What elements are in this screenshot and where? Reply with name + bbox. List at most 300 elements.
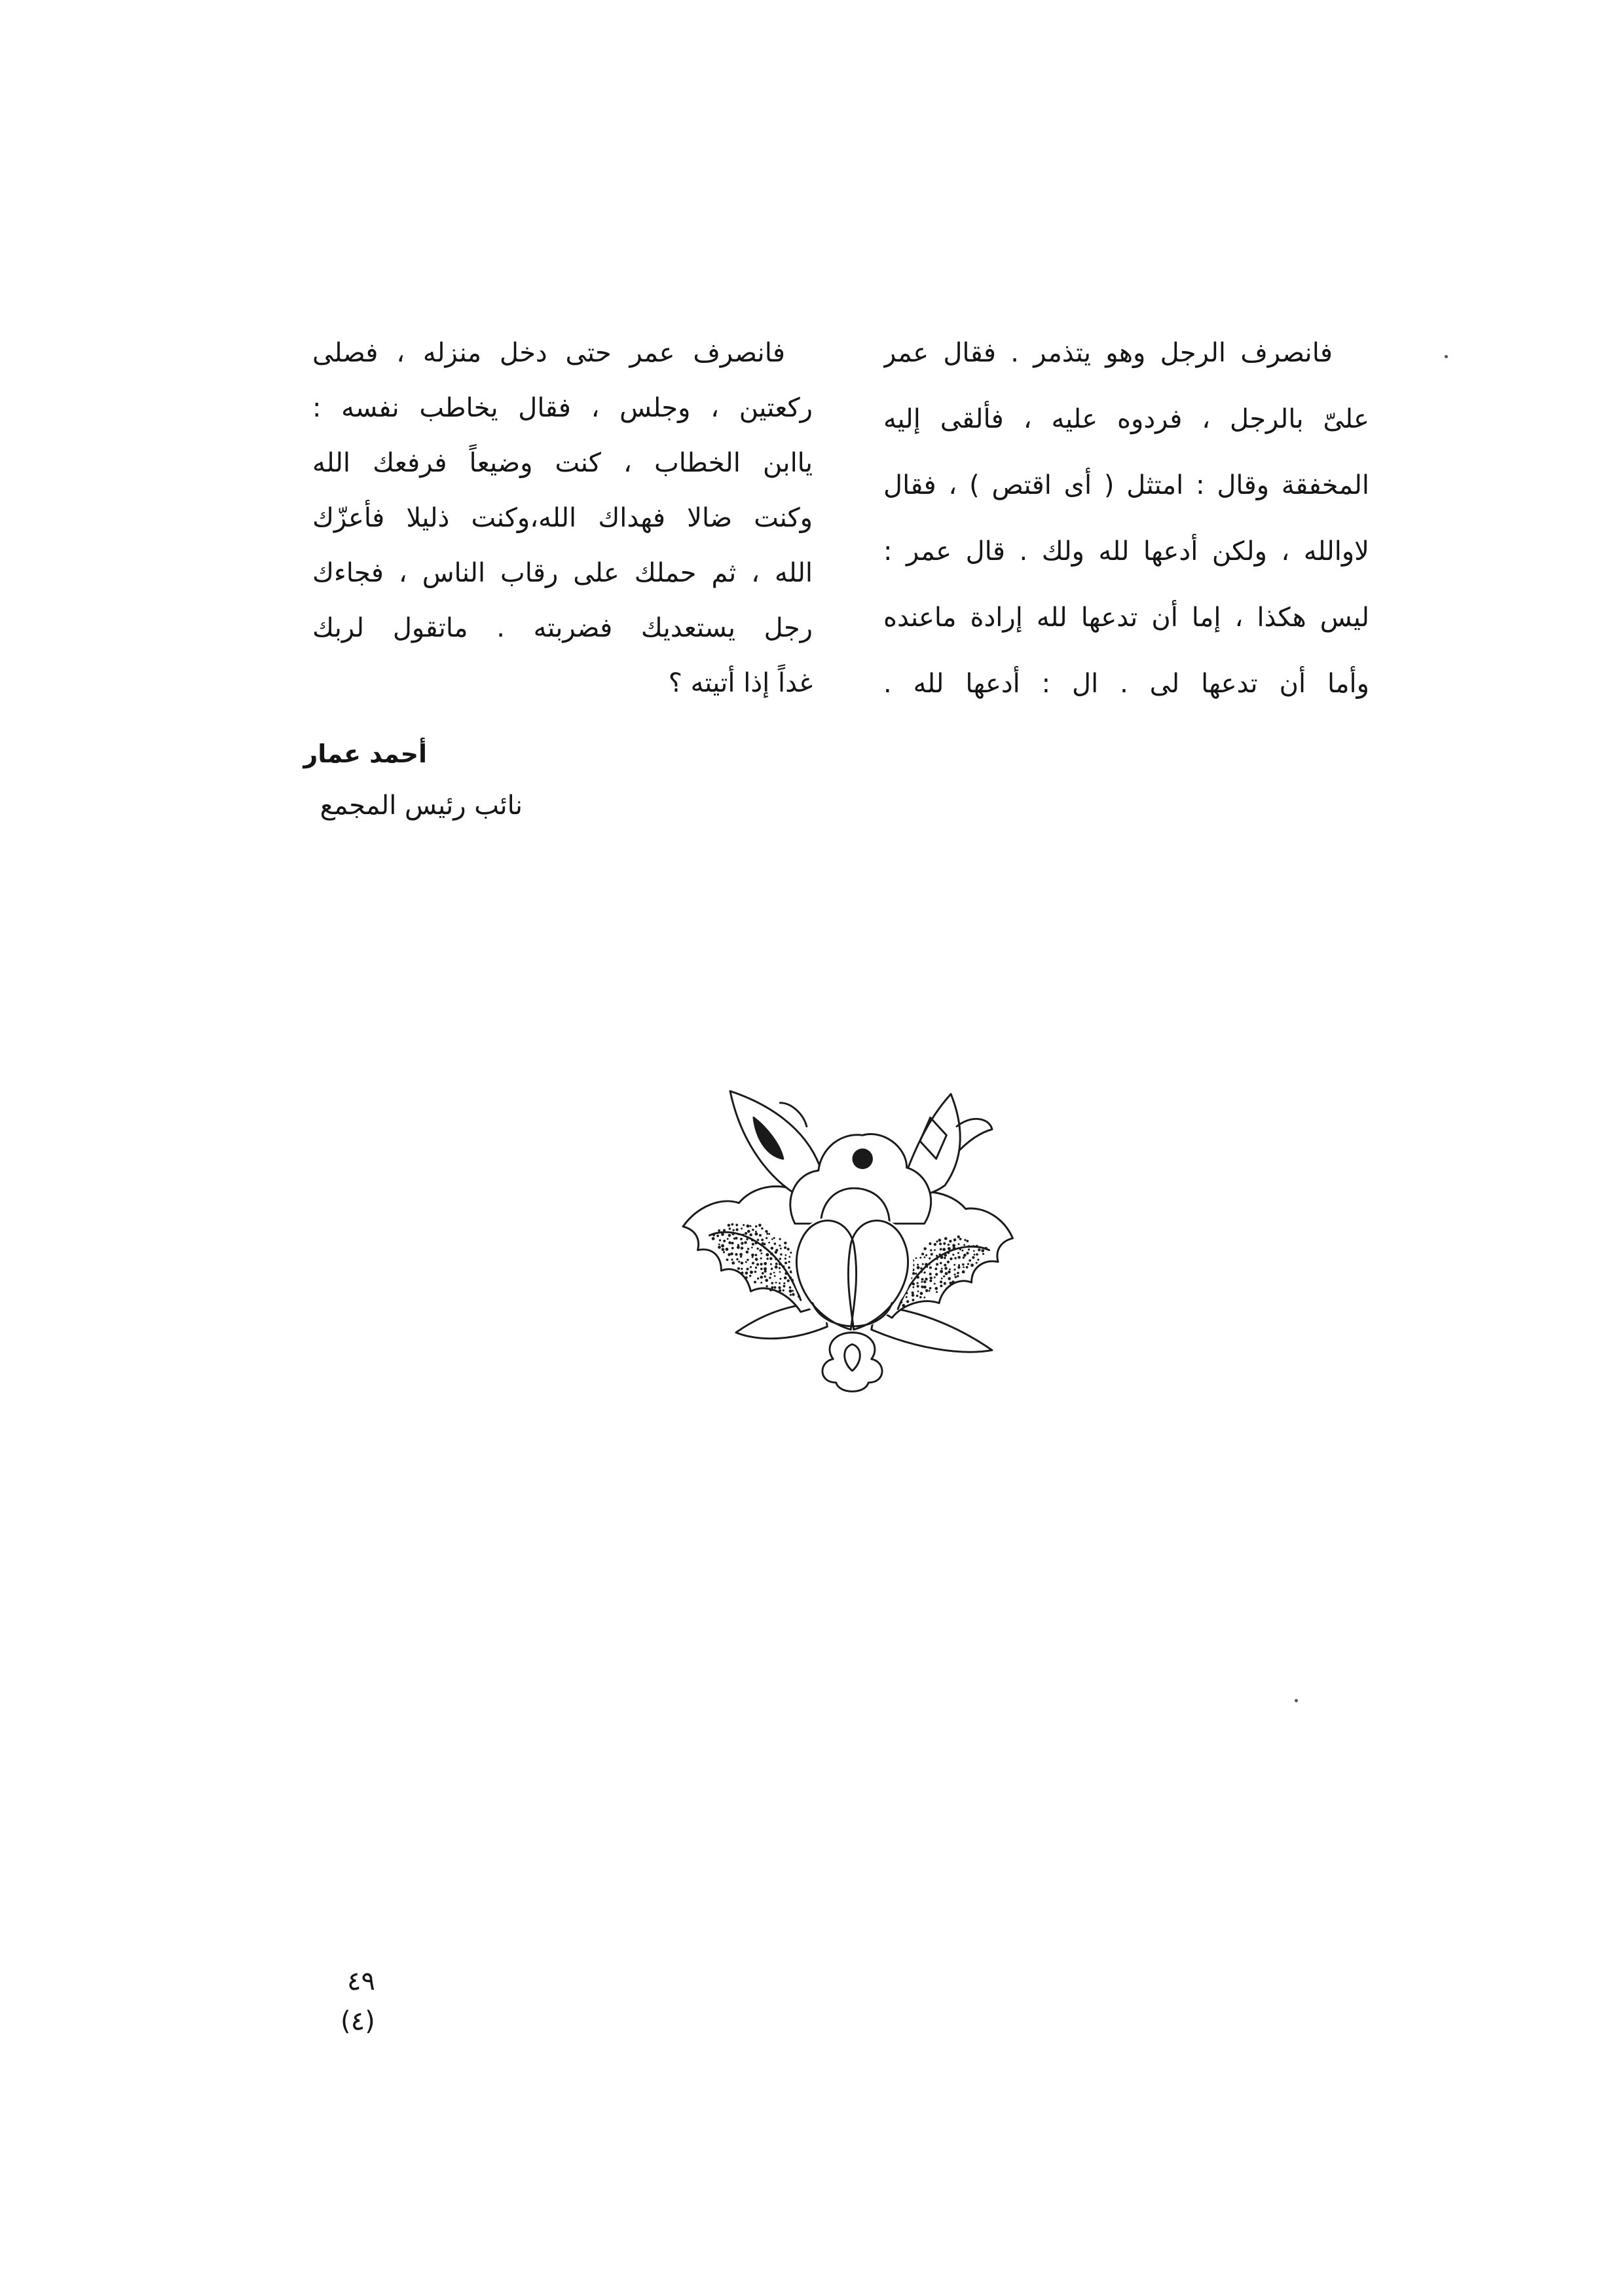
stipple-dot [944,1267,948,1270]
stipple-dot [784,1246,786,1249]
stipple-dot [929,1242,931,1245]
stipple-dot [929,1258,931,1259]
stipple-dot [948,1277,951,1280]
stipple-dot [784,1261,787,1264]
stipple-dot [761,1227,764,1230]
stipple-dot [936,1291,938,1293]
stipple-dot [747,1230,750,1233]
stipple-dot [916,1295,919,1297]
stipple-dot [739,1253,743,1256]
stipple-dot [923,1296,925,1298]
stipple-dot [764,1262,767,1265]
stipple-dot [741,1227,743,1229]
stipple-dot [780,1248,782,1250]
stipple-dot [728,1234,731,1237]
stipple-dot [917,1285,919,1288]
stipple-dot [735,1253,737,1256]
stipple-dot [963,1256,965,1258]
stipple-dot [957,1252,959,1254]
stipple-dot [758,1223,762,1227]
stipple-dot [755,1267,757,1269]
stipple-dot [968,1245,970,1247]
text-line: رجل يستعديك فضربته . ماتقول لربك [312,613,813,643]
stipple-dot [729,1227,731,1230]
stipple-dot [967,1263,969,1265]
stipple-dot [950,1258,952,1260]
stipple-dot [755,1233,758,1236]
stipple-dot [925,1254,927,1256]
stipple-dot [771,1239,773,1241]
author-title: نائب رئيس المجمع [320,791,523,821]
stipple-dot [763,1243,766,1246]
stipple-dot [752,1256,754,1258]
stipple-dot [789,1290,792,1293]
stipple-dot [771,1282,773,1284]
stipple-dot [726,1258,729,1261]
stipple-dot [722,1248,725,1251]
stipple-dot [750,1266,752,1268]
stipple-dot [769,1289,772,1292]
stipple-dot [923,1271,925,1273]
stipple-dot [906,1300,909,1303]
stipple-dot [929,1290,931,1292]
stipple-dot [769,1277,771,1278]
stipple-dot [766,1233,768,1235]
stipple-dot [754,1271,757,1273]
stipple-dot [738,1261,740,1263]
stipple-dot [721,1233,724,1236]
stipple-dot [751,1254,754,1257]
stipple-dot [787,1279,790,1282]
stipple-dot [759,1234,762,1237]
stipple-dot [919,1257,921,1259]
stipple-dot [749,1233,752,1236]
stipple-dot [959,1248,961,1250]
stipple-dot [721,1244,724,1248]
stipple-dot [957,1235,960,1238]
stipple-dot [944,1254,947,1256]
stipple-dot [906,1296,908,1298]
text-line: الله ، ثم حملك على رقاب الناس ، فجاءك [312,558,813,588]
stipple-dot [749,1275,751,1277]
stipple-dot [752,1262,754,1265]
stipple-dot [760,1263,763,1265]
stipple-dot [912,1282,915,1285]
stipple-dot [780,1253,783,1256]
stipple-dot [976,1262,978,1264]
stipple-dot [740,1256,742,1258]
stipple-dot [917,1282,919,1284]
stipple-dot [976,1245,978,1247]
stipple-dot [765,1230,767,1233]
stipple-dot [963,1244,965,1246]
stipple-dot [747,1225,750,1228]
stipple-dot [746,1267,748,1270]
stipple-dot [741,1242,743,1244]
stipple-dot [785,1254,787,1256]
stipple-dot [929,1287,932,1290]
stipple-dot [920,1292,923,1295]
stipple-dot [779,1263,781,1265]
stipple-dot [929,1273,932,1275]
stipple-dot [919,1296,922,1299]
stipple-dot [747,1259,748,1261]
stipple-dot [746,1238,748,1240]
stipple-dot [940,1280,942,1283]
stipple-dot [934,1249,936,1251]
stipple-dot [968,1248,970,1250]
stipple-dot [775,1282,777,1284]
author-name: أحمد عمار [303,739,427,768]
ornament-bottom-trefoil [822,1332,882,1391]
stipple-dot [741,1271,743,1274]
stipple-dot [959,1238,962,1241]
stipple-dot [962,1263,965,1266]
stipple-dot [923,1280,926,1283]
stipple-dot [917,1264,919,1266]
stipple-dot [762,1272,764,1275]
stipple-dot [723,1229,726,1232]
stipple-dot [925,1289,928,1292]
stipple-dot [963,1266,965,1268]
page-number: ٤٩ [347,1966,375,1996]
stipple-dot [946,1288,948,1290]
stipple-dot [784,1272,788,1275]
stipple-dot [731,1223,733,1225]
stipple-dot [783,1289,784,1291]
stipple-dot [925,1278,927,1280]
stipple-dot [934,1282,936,1284]
stipple-dot [938,1254,941,1256]
left-column [312,326,813,711]
stipple-dot [900,1301,902,1303]
stipple-dot [923,1286,927,1289]
stipple-dot [981,1249,984,1252]
stipple-dot [768,1233,770,1235]
stipple-dot [741,1268,743,1270]
stipple-dot [745,1277,748,1279]
sheet-mark: (٤) [341,2006,375,2036]
stipple-dot [934,1277,936,1278]
stipple-dot [774,1275,776,1277]
stipple-dot [755,1231,757,1233]
stipple-dot [789,1286,792,1289]
stipple-dot [964,1239,966,1241]
stipple-dot [774,1286,777,1289]
stipple-dot [972,1245,974,1247]
stipple-dot [754,1281,756,1284]
stipple-dot [788,1267,790,1269]
stipple-dot [931,1253,933,1256]
stipple-dot [912,1286,914,1288]
stipple-dot [912,1299,914,1301]
stipple-dot [747,1248,749,1250]
stipple-dot [787,1248,790,1250]
stipple-dot [947,1252,950,1254]
stipple-dot [921,1278,924,1280]
stipple-dot [751,1239,754,1242]
stipple-dot [750,1271,753,1274]
stipple-dot [978,1248,980,1251]
stipple-dot [779,1271,781,1273]
stipple-dot [940,1262,942,1265]
stipple-dot [783,1285,785,1288]
stipple-dot [790,1294,792,1296]
stipple-dot [943,1242,946,1245]
stipple-dot [949,1282,951,1284]
stipple-dot [966,1252,969,1254]
stipple-dot [921,1286,923,1288]
stipple-dot [718,1244,720,1246]
stipple-dot [940,1256,944,1259]
stipple-dot [944,1237,948,1241]
stipple-dot [792,1293,794,1296]
stipple-dot [723,1240,726,1242]
stipple-dot [957,1275,959,1277]
scan-speck [1295,1699,1298,1702]
stipple-dot [745,1261,747,1263]
stipple-dot [775,1258,777,1260]
stipple-dot [745,1271,748,1275]
stipple-dot [760,1268,763,1271]
stipple-dot [757,1277,759,1279]
text-line: ركعتين ، وجلس ، فقال يخاطب نفسه : [312,393,813,423]
stipple-dot [731,1242,733,1244]
stipple-dot [737,1246,740,1249]
stipple-dot [915,1257,917,1259]
stipple-dot [944,1257,946,1259]
stipple-dot [752,1229,754,1231]
stipple-dot [947,1261,950,1263]
stipple-dot [922,1263,924,1265]
stipple-dot [916,1276,919,1279]
stipple-dot [982,1253,984,1255]
stipple-dot [984,1247,987,1250]
stipple-dot [923,1247,926,1250]
stipple-dot [719,1239,721,1241]
stipple-dot [940,1284,942,1287]
stipple-dot [730,1252,733,1256]
stipple-dot [951,1280,955,1284]
stipple-dot [963,1254,967,1257]
stipple-dot [769,1257,773,1260]
stipple-dot [917,1266,920,1269]
stipple-dot [737,1267,740,1270]
stipple-dot [953,1246,956,1250]
stipple-dot [766,1237,767,1239]
floral-ornament-icon [677,1082,1016,1399]
stipple-dot [792,1290,794,1292]
stipple-dot [768,1242,770,1244]
stipple-dot [764,1246,766,1248]
stipple-dot [779,1244,781,1246]
stipple-dot [958,1243,960,1245]
stipple-dot [761,1239,764,1241]
stipple-dot [755,1254,758,1256]
stipple-dot [754,1242,757,1244]
stipple-dot [934,1267,937,1270]
text-line: وأما أن تدعها لى . ال : أدعها لله . [883,669,1369,699]
right-column [883,320,1369,717]
stipple-dot [949,1240,951,1242]
stipple-dot [912,1292,914,1294]
stipple-dot [740,1238,743,1241]
stipple-dot [949,1269,951,1271]
stipple-dot [936,1241,938,1242]
stipple-dot [779,1289,781,1292]
stipple-dot [728,1224,730,1227]
stipple-dot [728,1241,731,1244]
text-line: علىّ بالرجل ، فردوه عليه ، فألقى إليه [883,404,1369,434]
stipple-dot [915,1273,917,1275]
stipple-dot [755,1225,757,1227]
stipple-dot [798,1296,800,1298]
stipple-dot [736,1258,738,1260]
stipple-dot [972,1256,974,1259]
stipple-dot [718,1229,720,1232]
stipple-dot [773,1237,775,1239]
stipple-dot [788,1261,790,1263]
stipple-dot [912,1294,914,1296]
stipple-dot [755,1258,758,1261]
stipple-dot [957,1266,960,1269]
stipple-dot [779,1258,781,1259]
stipple-dot [735,1223,738,1226]
stipple-dot [764,1270,767,1273]
stipple-dot [760,1252,762,1254]
stipple-dot [749,1225,751,1227]
stipple-dot [929,1280,932,1282]
stipple-dot [920,1271,922,1273]
stipple-dot [718,1246,721,1249]
stipple-dot [741,1261,743,1264]
stipple-dot [760,1282,762,1284]
stipple-dot [764,1275,766,1278]
stipple-dot [961,1250,963,1252]
stipple-dot [728,1253,731,1256]
stipple-dot [936,1255,938,1257]
stipple-dot [745,1232,747,1235]
text-line: المخفقة وقال : امتثل ( أى اقتص ) ، فقال [883,470,1369,500]
stipple-dot [925,1263,928,1266]
stipple-dot [921,1253,924,1256]
stipple-dot [775,1251,777,1254]
stipple-dot [778,1286,781,1289]
stipple-dot [921,1281,923,1283]
stipple-dot [969,1259,971,1262]
stipple-dot [757,1248,759,1250]
stipple-dot [788,1256,790,1258]
stipple-dot [954,1269,956,1271]
stipple-dot [973,1250,975,1252]
stipple-dot [735,1237,737,1239]
stipple-dot [732,1229,734,1231]
stipple-dot [770,1263,772,1265]
stipple-dot [726,1248,729,1251]
stipple-dot [936,1258,938,1260]
stipple-dot [940,1270,943,1273]
stipple-dot [957,1272,959,1275]
stipple-dot [731,1259,733,1261]
stipple-dot [930,1249,932,1251]
stipple-dot [735,1228,738,1231]
stipple-dot [779,1267,781,1269]
text-line: لاوالله ، ولكن أدعها لله ولك . قال عمر : [883,536,1369,567]
text-line: فانصرف الرجل وهو يتذمر . فقال عمر [883,338,1333,368]
stipple-dot [935,1273,938,1276]
stipple-dot [974,1254,976,1256]
stipple-dot [751,1246,753,1248]
stipple-dot [944,1282,946,1284]
stipple-dot [756,1263,759,1266]
text-line: ياابن الخطاب ، كنت وضيعاً فرفعك الله [312,448,813,478]
text-line: غداً إذا أتيته ؟ [668,668,813,698]
stipple-dot [731,1261,735,1265]
stipple-dot [752,1243,754,1246]
stipple-dot [779,1282,781,1284]
stipple-dot [936,1263,938,1265]
stipple-dot [976,1253,978,1256]
stipple-dot [953,1239,956,1241]
stipple-dot [757,1239,760,1241]
stipple-dot [773,1272,775,1274]
stipple-dot [746,1250,748,1253]
stipple-dot [743,1224,745,1226]
stipple-dot [784,1258,786,1259]
stipple-dot [952,1244,955,1247]
stipple-dot [779,1278,781,1280]
stipple-dot [723,1251,725,1253]
stipple-dot [939,1242,942,1245]
stipple-dot [774,1242,777,1245]
stipple-dot [765,1279,768,1282]
stipple-dot [775,1265,778,1269]
stipple-dot [954,1273,956,1275]
text-line: فانصرف عمر حتى دخل منزله ، فصلى [312,338,785,368]
stipple-dot [766,1285,767,1287]
stipple-dot [731,1233,734,1235]
stipple-dot [948,1244,950,1246]
scan-speck [1445,355,1448,358]
stipple-dot [770,1252,773,1255]
stipple-dot [906,1292,908,1294]
stipple-dot [967,1240,969,1242]
stipple-dot [957,1256,960,1258]
stipple-dot [966,1266,969,1269]
text-line: ليس هكذا ، إما أن تدعها لله إرادة ماعنده [883,603,1369,633]
stipple-dot [954,1257,957,1259]
stipple-dot [731,1247,734,1250]
stipple-dot [771,1268,773,1271]
stipple-dot [929,1266,932,1269]
stipple-dot [784,1277,787,1280]
text-line: وكنت ضالا فهداك الله،وكنت ذليلا فأعزّك [312,503,813,533]
stipple-dot [948,1271,951,1274]
stipple-dot [782,1265,784,1268]
stipple-dot [759,1249,762,1252]
stipple-dot [742,1234,744,1236]
stipple-dot [744,1241,747,1244]
stipple-dot [766,1258,769,1260]
stipple-dot [712,1237,715,1241]
stipple-dot [924,1256,926,1258]
stipple-dot [962,1271,965,1274]
stipple-dot [977,1259,979,1261]
stipple-dot [934,1287,938,1290]
stipple-dot [912,1272,915,1275]
stipple-dot [902,1304,905,1307]
stipple-dot [769,1273,772,1275]
